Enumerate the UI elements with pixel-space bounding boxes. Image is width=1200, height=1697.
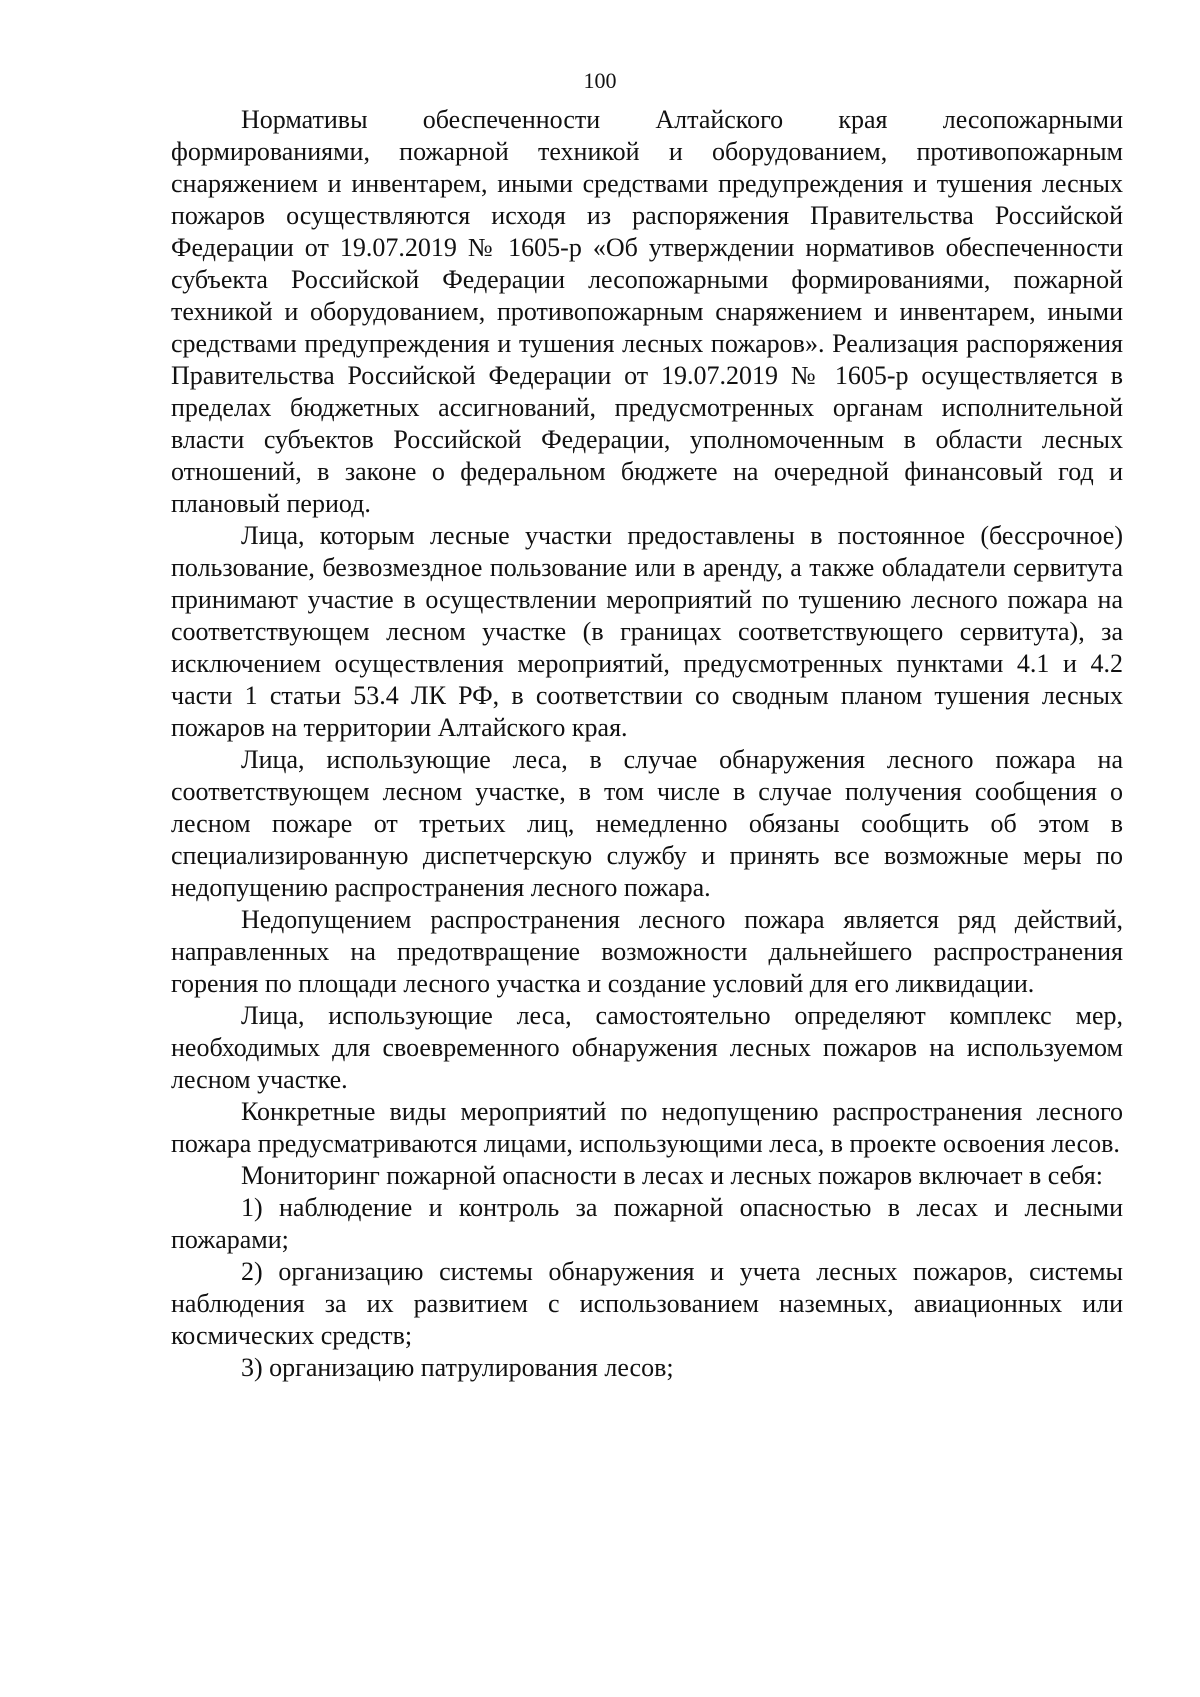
list-item-1: 1) наблюдение и контроль за пожарной опасностью в лесах и лесными пожарами; — [171, 1193, 1123, 1254]
paragraph-fire-safety-standards: Нормативы обеспеченности Алтайского края лесопожарными формированиями, пожарной техникой и оборудованием, противопожарным снаряжением и инвентарем, иными средствами предупреждения и тушения лесных пожаров осуществляются исходя из распоряжения Правительства Российской Федерации от 19.07.2019 № 1605-р «Об утверждении нормативов обеспеченности субъекта Российской Федерации лесопожарными формированиями, пожарной техникой и оборудованием, противопожарным снаряжением и инвентарем, иными средствами предупреждения и тушения лесных пожаров». Реализация распоряжения Правительства Российской Федерации от 19.07.2019 № 1605-р осуществляется в пределах бюджетных ассигнований, предусмотренных органам исполнительной власти субъектов Российской Федерации, уполномоченным в области лесных отношений, в законе о федеральном бюджете на очередной финансовый год и плановый период. — [171, 105, 1123, 518]
list-item-3: 3) организацию патрулирования лесов; — [241, 1353, 674, 1382]
paragraph-fire-detection-duty: Лица, использующие леса, в случае обнаружения лесного пожара на соответствующем лесном участке, в том числе в случае получения сообщения о лесном пожаре от третьих лиц, немедленно обязаны сообщить об этом в специализированную диспетчерскую службу и принять все возможные меры по недопущению распространения лесного пожара. — [171, 745, 1123, 902]
paragraph-forest-plot-holders: Лица, которым лесные участки предоставлены в постоянное (бессрочное) пользование, безвозмездное пользование или в аренду, а также обладатели сервитута принимают участие в осуществлении мероприятий по тушению лесного пожара на соответствующем лесном участке (в границах соответствующего сервитута), за исключением осуществления мероприятий, предусмотренных пунктами 4.1 и 4.2 части 1 статьи 53.4 ЛК РФ, в соответствии со сводным планом тушения лесных пожаров на территории Алтайского края. — [171, 521, 1123, 742]
list-item-2: 2) организацию системы обнаружения и учета лесных пожаров, системы наблюдения за их развитием с использованием наземных, авиационных или космических средств; — [171, 1257, 1123, 1350]
paragraph-detection-measures: Лица, использующие леса, самостоятельно определяют комплекс мер, необходимых для своевременного обнаружения лесных пожаров на используемом лесном участке. — [171, 1001, 1123, 1094]
paragraph-spread-prevention-definition: Недопущением распространения лесного пожара является ряд действий, направленных на предотвращение возможности дальнейшего распространения горения по площади лесного участка и создание условий для его ликвидации. — [171, 905, 1123, 998]
page-number: 100 — [583, 68, 617, 93]
paragraph-monitoring-intro: Мониторинг пожарной опасности в лесах и лесных пожаров включает в себя: — [241, 1161, 1103, 1190]
paragraph-development-project: Конкретные виды мероприятий по недопущению распространения лесного пожара предусматриваются лицами, использующими леса, в проекте освоения лесов. — [171, 1097, 1123, 1158]
document-body — [171, 104, 1123, 1384]
